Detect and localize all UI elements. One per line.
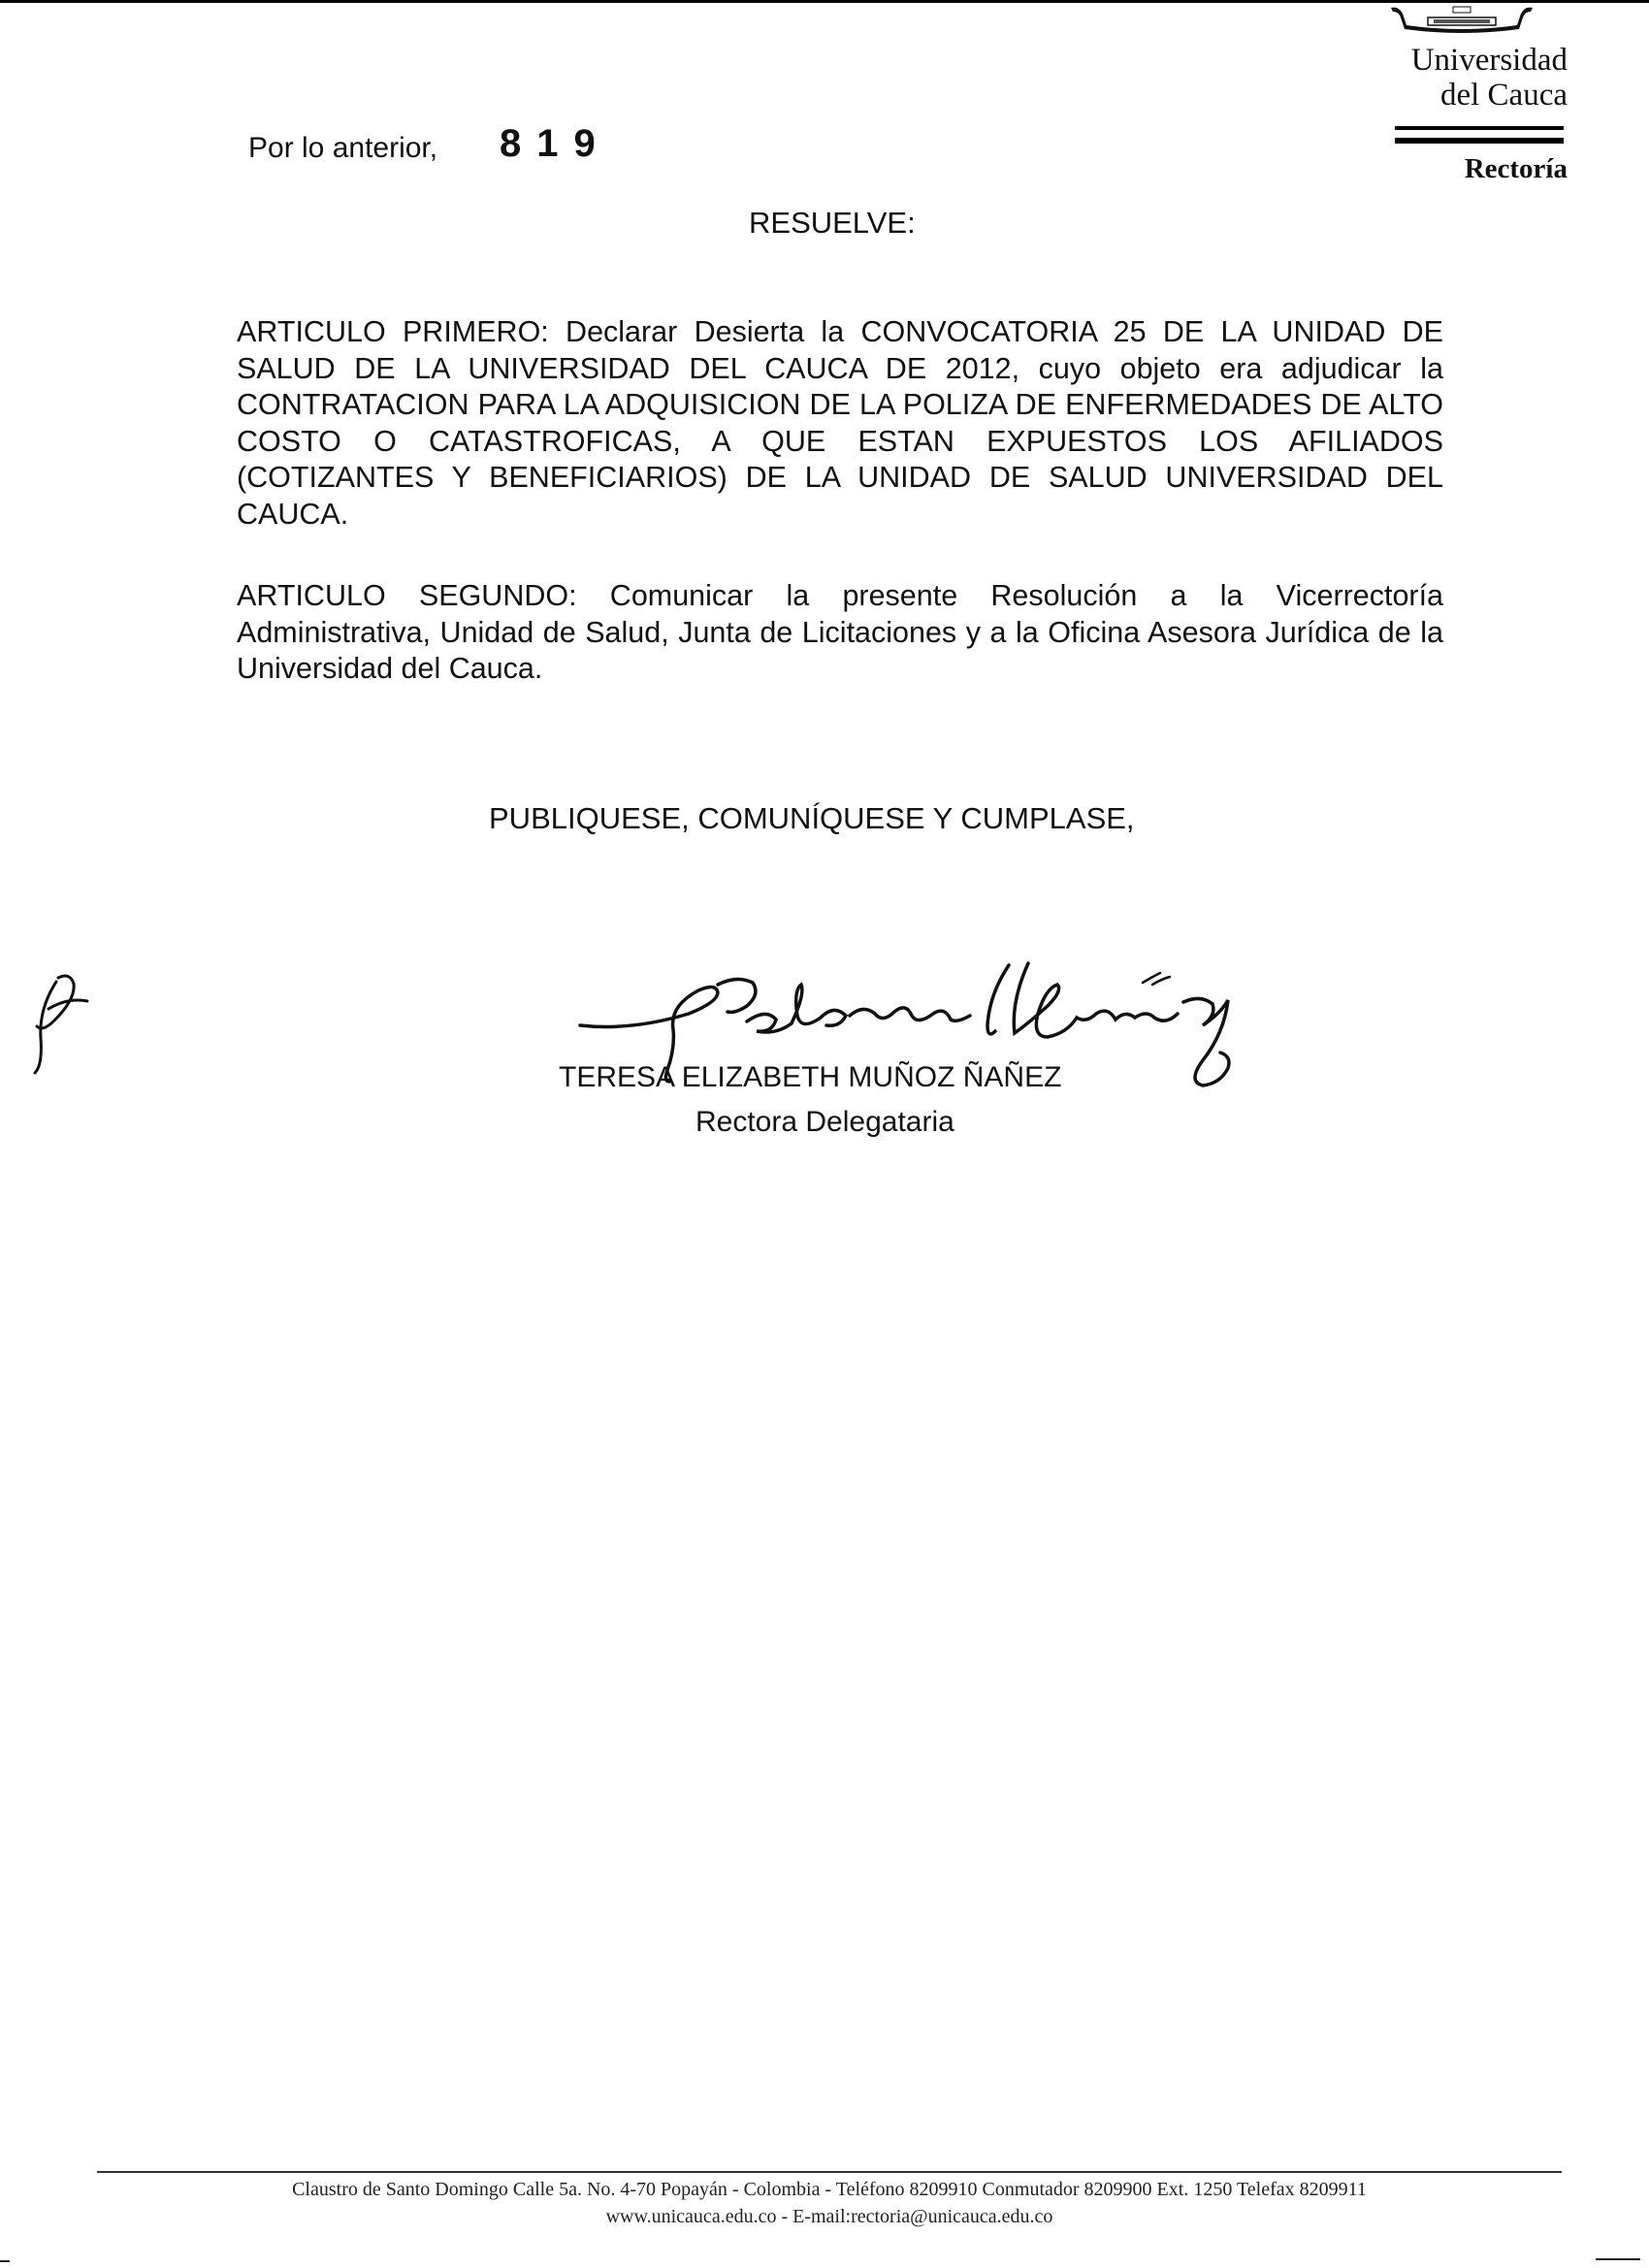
top-border-line	[0, 0, 1649, 3]
article-segundo: ARTICULO SEGUNDO: Comunicar la presente Resolución a la Vicerrectoría Administrativa, Unidad de Salud, Junta de Licitaciones y a la Oficina Asesora Jurídica de la Universidad del Cauca.	[237, 579, 1443, 685]
university-seal-icon	[1389, 4, 1535, 33]
institution-line-2: del Cauca	[1439, 78, 1568, 113]
scan-mark-right	[1596, 2258, 1640, 2260]
handwritten-initial-icon	[19, 970, 107, 1077]
resolution-number: 819	[500, 122, 611, 165]
footer-contact: www.unicauca.edu.co - E-mail:rectoria@unicauca.edu.co	[605, 2206, 1053, 2227]
intro-text: Por lo anterior,	[248, 132, 438, 164]
header-rule-thick	[1395, 126, 1564, 130]
scan-mark-left	[0, 2260, 10, 2262]
closing-formula: PUBLIQUESE, COMUNÍQUESE Y CUMPLASE,	[489, 801, 1135, 835]
signer-role: Rectora Delegataria	[695, 1106, 954, 1138]
resuelve-heading: RESUELVE:	[749, 206, 916, 240]
institution-line-1: Universidad	[1410, 43, 1568, 78]
signer-name: TERESA ELIZABETH MUÑOZ ÑAÑEZ	[559, 1061, 1062, 1093]
footer-rule	[97, 2171, 1562, 2173]
footer-address: Claustro de Santo Domingo Calle 5a. No. 4-70 Popayán - Colombia - Teléfono 8209910 Conmutador 8209900 Ext. 1250 Telefax 8209911	[292, 2179, 1367, 2200]
office-name: Rectoría	[1464, 153, 1568, 184]
header-rule-double	[1395, 138, 1564, 144]
institution-name	[1411, 43, 1568, 113]
article-primero: ARTICULO PRIMERO: Declarar Desierta la CONVOCATORIA 25 DE LA UNIDAD DE SALUD DE LA UNIVERSIDAD DEL CAUCA DE 2012, cuyo objeto era adjudicar la CONTRATACION PARA LA ADQUISICION DE LA POLIZA DE ENFERMEDADES DE ALTO COSTO O CATASTROFICAS, A QUE ESTAN EXPUESTOS LOS AFILIADOS (COTIZANTES Y BENEFICIARIOS) DE LA UNIDAD DE SALUD UNIVERSIDAD DEL CAUCA.	[237, 315, 1443, 531]
